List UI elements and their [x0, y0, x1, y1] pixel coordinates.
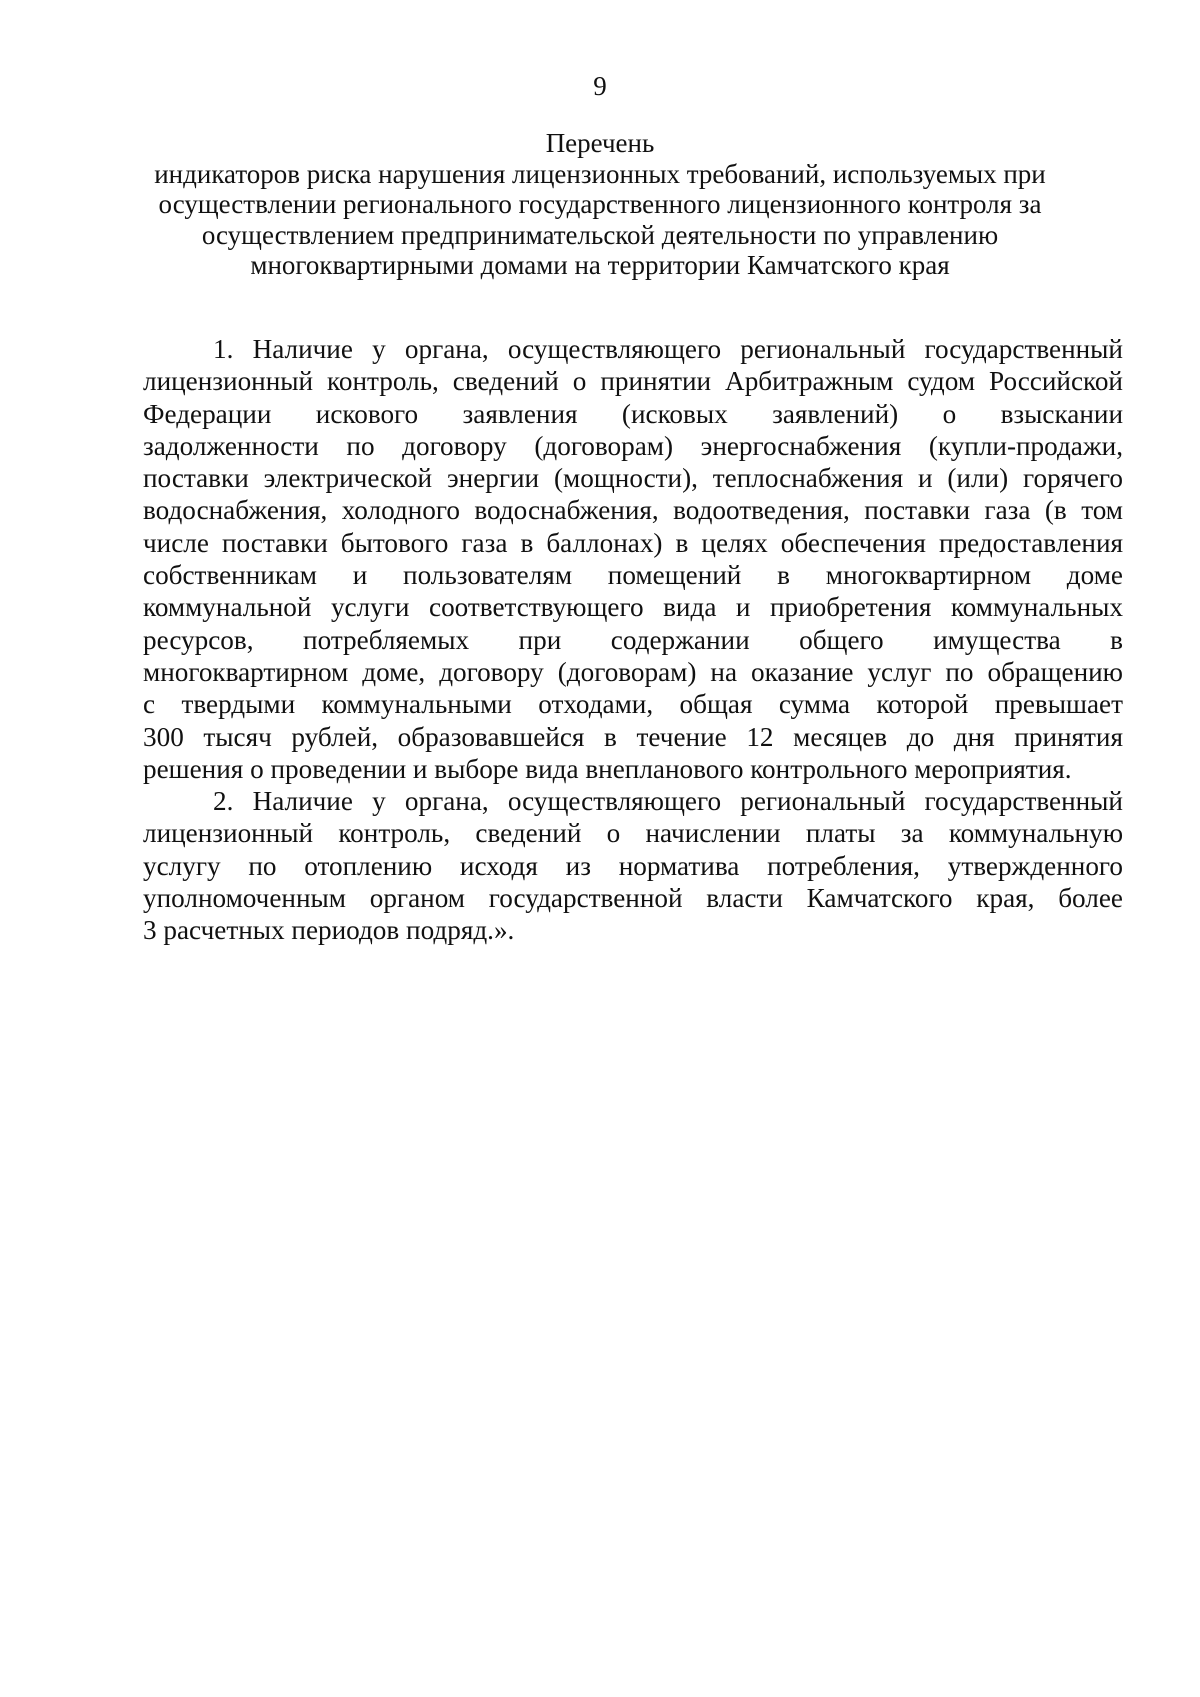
- paragraph-line: уполномоченным органом государственной власти Камчатского края, более: [143, 883, 1123, 914]
- paragraph-line: лицензионный контроль, сведений о начислении платы за коммунальную: [143, 818, 1123, 849]
- page-number: 9: [593, 71, 607, 101]
- document-title: [130, 128, 1070, 281]
- paragraph-line: 300 тысяч рублей, образовавшейся в течение 12 месяцев до дня принятия: [143, 721, 1123, 752]
- paragraph-line: услугу по отоплению исходя из норматива потребления, утвержденного: [143, 850, 1123, 881]
- paragraph-2: [143, 785, 1123, 946]
- paragraph-line: лицензионный контроль, сведений о принятии Арбитражным судом Российской: [143, 366, 1123, 397]
- paragraph-line: коммунальной услуги соответствующего вида и приобретения коммунальных: [143, 592, 1123, 623]
- paragraph-line: задолженности по договору (договорам) энергоснабжения (купли-продажи,: [143, 430, 1123, 461]
- title-line: осуществлении регионального государственного лицензионного контроля за: [158, 189, 1042, 219]
- paragraph-line: водоснабжения, холодного водоснабжения, водоотведения, поставки газа (в том: [143, 495, 1123, 526]
- paragraph-line: 1. Наличие у органа, осуществляющего региональный государственный: [213, 334, 1123, 364]
- paragraph-line: числе поставки бытового газа в баллонах) в целях обеспечения предоставления: [143, 527, 1123, 558]
- paragraph-line: решения о проведении и выборе вида внепланового контрольного мероприятия.: [143, 753, 1072, 784]
- paragraph-line: собственникам и пользователям помещений в многоквартирном доме: [143, 560, 1123, 591]
- paragraph-line: 3 расчетных периодов подряд.».: [143, 915, 515, 946]
- paragraph-line: с твердыми коммунальными отходами, общая сумма которой превышает: [143, 689, 1123, 720]
- paragraph-line: ресурсов, потребляемых при содержании общего имущества в: [143, 624, 1123, 655]
- title-heading: Перечень: [545, 128, 655, 158]
- title-line: многоквартирными домами на территории Камчатского края: [250, 250, 950, 280]
- paragraph-line: поставки электрической энергии (мощности), теплоснабжения и (или) горячего: [143, 463, 1123, 494]
- paragraph-line: многоквартирном доме, договору (договорам) на оказание услуг по обращению: [143, 656, 1123, 687]
- paragraph-line: 2. Наличие у органа, осуществляющего региональный государственный: [213, 786, 1123, 817]
- title-line: осуществлением предпринимательской деятельности по управлению: [201, 219, 999, 250]
- document-body: [143, 333, 1123, 947]
- paragraph-line: Федерации искового заявления (исковых заявлений) о взыскании: [143, 398, 1123, 429]
- title-line: индикаторов риска нарушения лицензионных требований, используемых при: [154, 158, 1046, 189]
- paragraph-1: [143, 333, 1123, 785]
